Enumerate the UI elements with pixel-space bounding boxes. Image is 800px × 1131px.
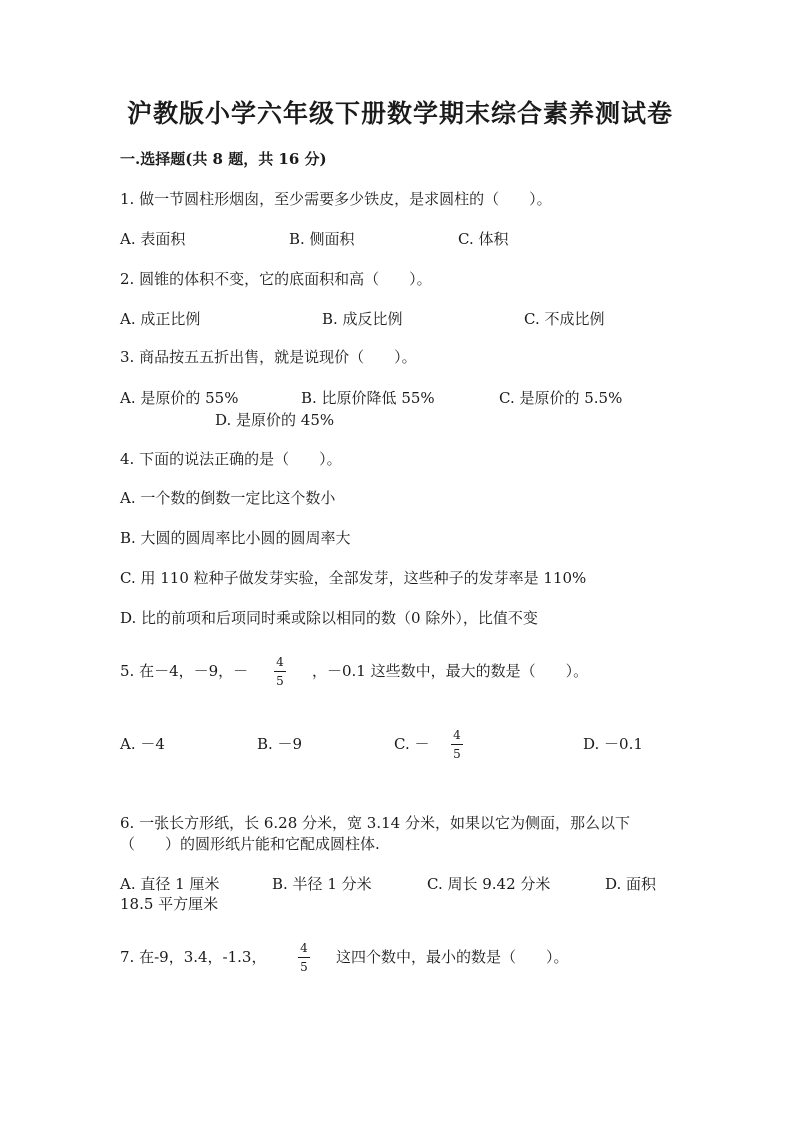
- question-6-line2: （ ）的圆形纸片能和它配成圆柱体.: [120, 835, 380, 853]
- q5-fraction: [272, 655, 288, 688]
- fraction-denominator: 5: [276, 674, 284, 688]
- question-1: 1. 做一节圆柱形烟囱，至少需要多少铁皮，是求圆柱的（ ）。: [120, 190, 552, 208]
- q5-option-c[interactable]: C. －: [394, 735, 430, 753]
- q5-option-a[interactable]: A. －4: [120, 735, 165, 753]
- q6-option-a[interactable]: A. 直径 1 厘米: [120, 875, 220, 893]
- q6-option-b[interactable]: B. 半径 1 分米: [272, 875, 372, 893]
- q1-option-a[interactable]: A. 表面积: [120, 230, 186, 248]
- q3-option-a[interactable]: A. 是原价的 55%: [120, 389, 239, 407]
- fraction-bar: [274, 671, 286, 672]
- q2-option-a[interactable]: A. 成正比例: [120, 310, 201, 328]
- question-6-line1: 6. 一张长方形纸，长 6.28 分米，宽 3.14 分米，如果以它为侧面，那么以下: [120, 814, 630, 832]
- q5-option-b[interactable]: B. －9: [257, 735, 303, 753]
- question-4: 4. 下面的说法正确的是（ ）。: [120, 450, 342, 468]
- q7-fraction: [296, 941, 312, 974]
- question-5-part1: 5. 在－4，－9，－: [120, 662, 249, 680]
- q4-option-b[interactable]: B. 大圆的圆周率比小圆的圆周率大: [120, 529, 351, 547]
- section-heading: 一.选择题(共 8 题，共 16 分): [120, 150, 327, 168]
- question-3: 3. 商品按五五折出售，就是说现价（ ）。: [120, 348, 417, 366]
- question-2: 2. 圆锥的体积不变，它的底面积和高（ ）。: [120, 270, 432, 288]
- q6-option-c[interactable]: C. 周长 9.42 分米: [427, 875, 551, 893]
- fraction-bar: [451, 744, 463, 745]
- question-7-part1: 7. 在-9，3.4，-1.3，: [120, 948, 267, 966]
- q2-option-b[interactable]: B. 成反比例: [322, 310, 403, 328]
- q5-option-c-fraction: [449, 728, 465, 761]
- q1-option-b[interactable]: B. 侧面积: [289, 230, 355, 248]
- q6-option-d-cont: 18.5 平方厘米: [120, 895, 219, 913]
- fraction-denominator: 5: [453, 747, 461, 761]
- q4-option-c[interactable]: C. 用 110 粒种子做发芽实验，全部发芽，这些种子的发芽率是 110%: [120, 569, 587, 587]
- question-5-part2: ，－0.1 这些数中，最大的数是（ ）。: [312, 662, 589, 680]
- fraction-numerator: 4: [453, 728, 461, 742]
- fraction-bar: [298, 957, 310, 958]
- page-title: 沪教版小学六年级下册数学期末综合素养测试卷: [126, 99, 673, 128]
- fraction-numerator: 4: [276, 655, 284, 669]
- question-7-part2: 这四个数中，最小的数是（ ）。: [336, 948, 569, 966]
- q3-option-b[interactable]: B. 比原价降低 55%: [301, 389, 435, 407]
- q2-option-c[interactable]: C. 不成比例: [524, 310, 605, 328]
- q6-option-d[interactable]: D. 面积: [605, 875, 657, 893]
- q1-option-c[interactable]: C. 体积: [458, 230, 509, 248]
- q3-option-d[interactable]: D. 是原价的 45%: [215, 411, 335, 429]
- q5-option-d[interactable]: D. －0.1: [583, 735, 643, 753]
- q4-option-a[interactable]: A. 一个数的倒数一定比这个数小: [120, 489, 336, 507]
- fraction-denominator: 5: [300, 960, 308, 974]
- q4-option-d[interactable]: D. 比的前项和后项同时乘或除以相同的数（0 除外），比值不变: [120, 609, 538, 627]
- fraction-numerator: 4: [300, 941, 308, 955]
- q3-option-c[interactable]: C. 是原价的 5.5%: [499, 389, 623, 407]
